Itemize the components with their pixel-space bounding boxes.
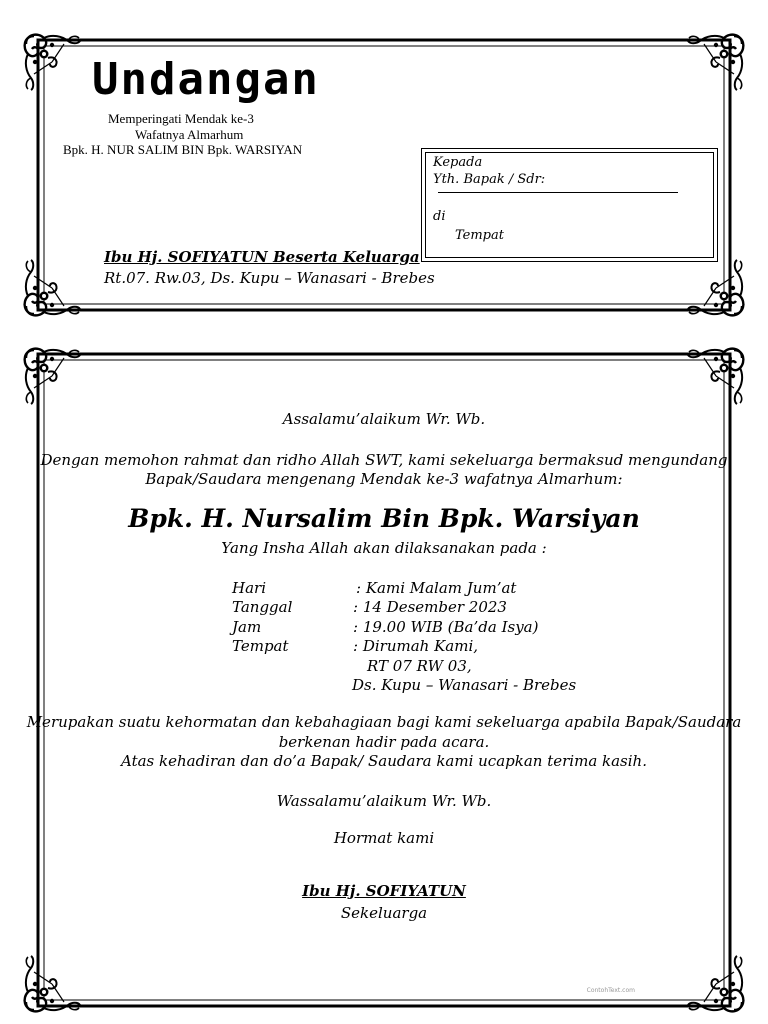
watermark: ContohText.com (586, 987, 635, 994)
ornament-corner-icon (688, 956, 743, 1011)
letter-card (22, 346, 746, 1014)
sender-address: Rt.07. Rw.03, Ds. Kupu – Wanasari - Brebes (104, 269, 435, 287)
recipient-to-label: Kepada (433, 155, 483, 170)
closing-line-3: Atas kehadiran dan do’a Bapak/ Saudara kami ucapkan terima kasih. (121, 752, 647, 770)
ornament-corner-icon (25, 35, 80, 90)
signer-group: Sekeluarga (340, 904, 428, 922)
greeting: Assalamu’alaikum Wr. Wb. (282, 410, 486, 428)
recipient-di-label: di (433, 209, 446, 224)
recipient-name-blank (438, 192, 678, 193)
detail-place-label: Tempat (232, 637, 289, 655)
recipient-place-label: Tempat (455, 228, 504, 243)
schedule-intro: Yang Insha Allah akan dilaksanakan pada : (221, 539, 547, 557)
detail-day-label: Hari (232, 579, 266, 597)
envelope-card (22, 32, 746, 318)
deceased-name: Bpk. H. Nursalim Bin Bpk. Warsiyan (128, 504, 640, 533)
ornament-corner-icon (25, 260, 80, 315)
invitation-title: Undangan (92, 54, 320, 105)
detail-place-value-2: RT 07 RW 03, (367, 657, 472, 675)
detail-place-value-3: Ds. Kupu – Wanasari - Brebes (352, 676, 577, 694)
subtitle-line-1: Memperingati Mendak ke-3 (108, 111, 254, 126)
subtitle-line-3: Bpk. H. NUR SALIM BIN Bpk. WARSIYAN (63, 142, 303, 157)
signer-name (22, 882, 746, 900)
closing-line-1: Merupakan suatu kehormatan dan kebahagiaan bagi kami sekeluarga apabila Bapak/Saudara (26, 713, 742, 731)
ornament-corner-icon (25, 349, 80, 404)
detail-date-label: Tanggal (232, 598, 293, 616)
signer-name-text: Ibu Hj. SOFIYATUN (302, 882, 466, 900)
ornament-corner-icon (688, 260, 743, 315)
intro-line-1: Dengan memohon rahmat dan ridho Allah SWT, kami sekeluarga bermaksud mengundang (40, 451, 728, 469)
closing-line-2: berkenan hadir pada acara. (278, 733, 490, 751)
farewell: Wassalamu’alaikum Wr. Wb. (276, 792, 492, 810)
detail-place-value-1: : Dirumah Kami, (353, 637, 479, 655)
regards: Hormat kami (333, 829, 435, 847)
recipient-salutation: Yth. Bapak / Sdr: (433, 172, 546, 187)
subtitle-line-2: Wafatnya Almarhum (135, 127, 244, 142)
ornament-corner-icon (688, 35, 743, 90)
ornament-corner-icon (25, 956, 80, 1011)
sender-family-name: Ibu Hj. SOFIYATUN Beserta Keluarga (104, 248, 420, 266)
detail-date-value: : 14 Desember 2023 (353, 598, 507, 616)
detail-day-value: : Kami Malam Jum’at (356, 579, 517, 597)
intro-line-2: Bapak/Saudara mengenang Mendak ke-3 wafatnya Almarhum: (145, 470, 623, 488)
detail-time-value: : 19.00 WIB (Ba’da Isya) (353, 618, 539, 636)
recipient-address-box (421, 148, 718, 262)
detail-time-label: Jam (232, 618, 262, 636)
ornament-corner-icon (688, 349, 743, 404)
